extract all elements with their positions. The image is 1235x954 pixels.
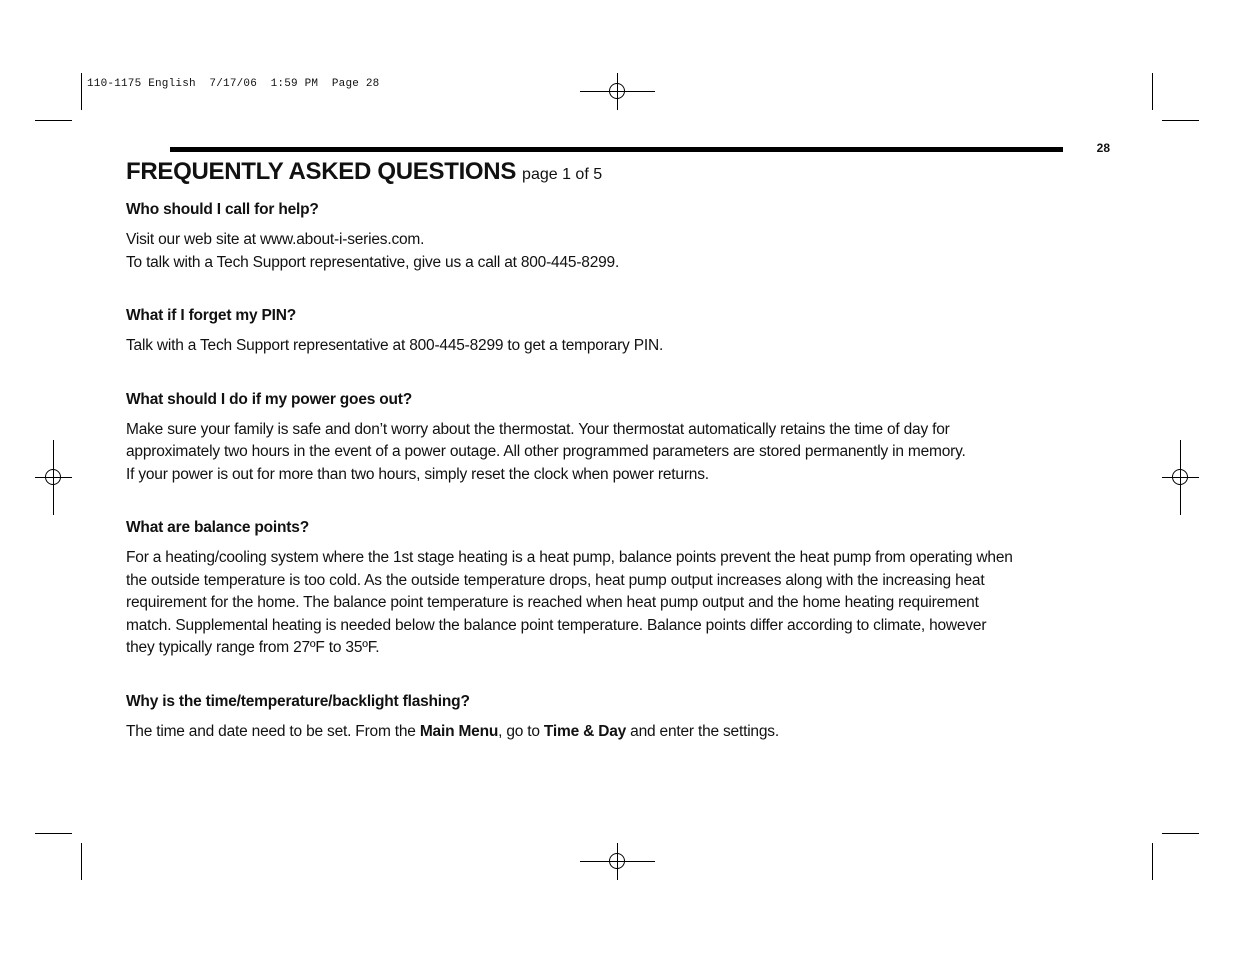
crop-mark-bottom-right-horizontal <box>1162 833 1199 834</box>
registration-mark-left <box>35 440 72 515</box>
registration-mark-right <box>1162 440 1199 515</box>
answer-line: approximately two hours in the event of a power outage. All other programmed parameters are stored permanently in memory. <box>126 443 966 460</box>
answer-line: Talk with a Tech Support representative at 800-445-8299 to get a temporary PIN. <box>126 337 664 354</box>
time-day-term: Time & Day <box>543 722 627 740</box>
faq-item-flashing <box>126 691 1111 744</box>
faq-item-help <box>126 199 1111 274</box>
registration-mark-top <box>580 73 655 110</box>
faq-question: What are balance points? <box>126 519 309 536</box>
faq-question: Who should I call for help? <box>126 201 319 218</box>
answer-line: Visit our web site at www.about-i-series.com. <box>126 231 425 248</box>
faq-answer <box>126 547 1111 660</box>
faq-list <box>126 199 1111 774</box>
faq-item-balance-points <box>126 517 1111 660</box>
registration-mark-bottom <box>580 843 655 880</box>
printer-slug: 110-1175 English 7/17/06 1:59 PM Page 28 <box>87 78 380 90</box>
crop-mark-top-left-horizontal <box>35 120 72 121</box>
page-subtitle: page 1 of 5 <box>522 166 603 183</box>
header-rule <box>170 147 1063 152</box>
crop-mark-top-right-vertical <box>1152 73 1153 110</box>
main-menu-term: Main Menu <box>419 722 499 740</box>
faq-answer <box>126 721 1111 744</box>
faq-answer <box>126 229 1111 274</box>
answer-line: If your power is out for more than two hours, simply reset the clock when power returns. <box>126 465 709 483</box>
answer-line: the outside temperature is too cold. As the outside temperature drops, heat pump output increases along with the increasing heat <box>126 571 985 589</box>
page-number: 28 <box>1096 141 1110 155</box>
crop-mark-bottom-right-vertical <box>1152 843 1153 880</box>
answer-line <box>126 721 1111 744</box>
answer-line: they typically range from 27ºF to 35ºF. <box>126 639 380 656</box>
answer-text: The time and date need to be set. From the <box>126 722 420 740</box>
crop-mark-top-left-vertical <box>81 73 82 110</box>
page-title <box>126 158 602 186</box>
crop-mark-bottom-left-horizontal <box>35 833 72 834</box>
answer-line: To talk with a Tech Support representative, give us a call at 800-445-8299. <box>126 253 620 271</box>
crop-mark-top-right-horizontal <box>1162 120 1199 121</box>
faq-item-pin <box>126 305 1111 358</box>
page-title-text: FREQUENTLY ASKED QUESTIONS <box>126 158 517 185</box>
answer-text: and enter the settings. <box>626 722 779 740</box>
faq-question: What should I do if my power goes out? <box>126 390 413 408</box>
crop-mark-bottom-left-vertical <box>81 843 82 880</box>
answer-line: match. Supplemental heating is needed below the balance point temperature. Balance points differ according to climate, however <box>126 616 987 634</box>
faq-item-power-outage <box>126 389 1111 487</box>
faq-question: Why is the time/temperature/backlight flashing? <box>126 692 470 710</box>
faq-answer <box>126 419 1111 487</box>
answer-line: For a heating/cooling system where the 1st stage heating is a heat pump, balance points prevent the heat pump from operating when <box>126 549 1013 566</box>
answer-line: requirement for the home. The balance point temperature is reached when heat pump output and the home heating requirement <box>126 594 979 611</box>
faq-answer <box>126 335 1111 358</box>
answer-line: Make sure your family is safe and don’t worry about the thermostat. Your thermostat automatically retains the time of day for <box>126 420 950 438</box>
answer-text: , go to <box>498 722 544 740</box>
faq-question: What if I forget my PIN? <box>126 307 297 324</box>
